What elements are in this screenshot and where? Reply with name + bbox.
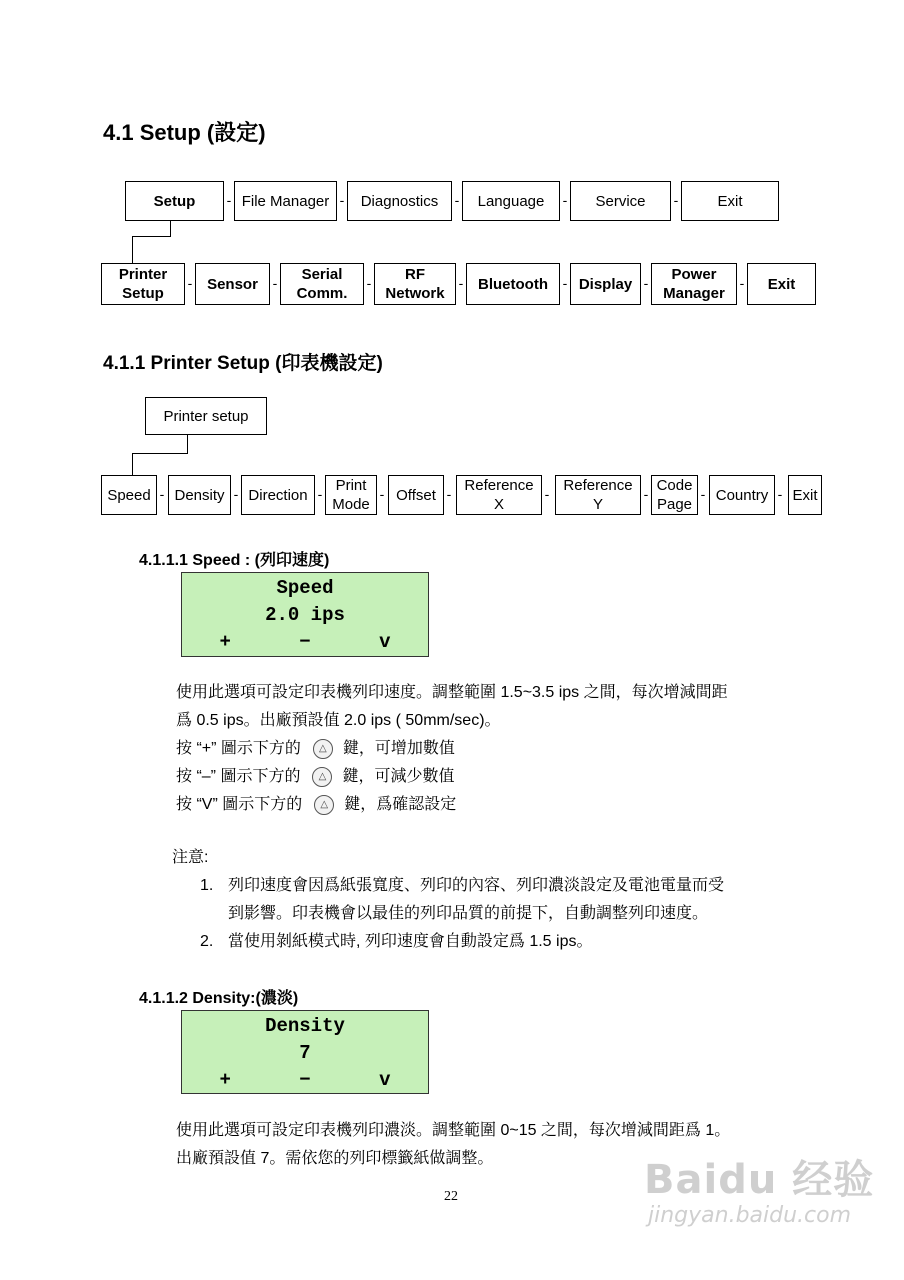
printer-setup-diagram (0, 0, 904, 530)
menu-box-rf-network: RF Network (374, 263, 456, 305)
page-number: 22 (444, 1189, 458, 1204)
separator: - (187, 275, 193, 291)
menu-box-printer-setup: Printer Setup (101, 263, 185, 305)
instruction-text: 按 “–” 圖示下方的 (176, 768, 301, 785)
menu-box-direction: Direction (241, 475, 315, 515)
menu-box-exit-sub: Exit (747, 263, 816, 305)
menu-box-display: Display (570, 263, 641, 305)
instruction-text: 鍵，爲確認設定 (344, 796, 457, 813)
separator: - (643, 486, 649, 502)
key-instruction (176, 791, 728, 819)
lcd-line: Density (265, 1015, 345, 1037)
instruction-text: 鍵，可增加數值 (342, 740, 455, 757)
menu-box-reference-x: Reference X (456, 475, 542, 515)
note-line: 當使用剝紙模式時, 列印速度會自動設定爲 1.5 ips。 (228, 933, 593, 950)
section-heading-printer-setup: 4.1.1 Printer Setup (印表機設定) (103, 353, 383, 374)
subsection-heading-speed: 4.1.1.1 Speed : (列印速度) (139, 552, 330, 569)
separator: - (233, 486, 239, 502)
lcd-display-density (181, 1010, 429, 1094)
menu-box-diagnostics: Diagnostics (347, 181, 452, 221)
separator: - (226, 192, 232, 208)
note-line: 列印速度會因爲紙張寬度、列印的內容、列印濃淡設定及電池電量而受 (228, 877, 725, 894)
separator: - (643, 275, 649, 291)
note-number: 1. (200, 877, 214, 894)
separator: - (159, 486, 165, 502)
menu-box-country: Country (709, 475, 775, 515)
key-button-icon (312, 767, 332, 787)
menu-box-reference-y: Reference Y (555, 475, 641, 515)
menu-box-file-manager: File Manager (234, 181, 337, 221)
paragraph-line: 使用此選項可設定印表機列印濃淡。調整範圍 0~15 之間，每次增減間距爲 1。 (176, 1122, 731, 1139)
note-title: 注意: (172, 849, 209, 866)
connector-line (132, 435, 188, 454)
note-text (228, 872, 724, 928)
section-heading-setup: 4.1 Setup (設定) (103, 120, 266, 145)
key-instruction (176, 735, 728, 763)
separator: - (544, 486, 550, 502)
watermark-logo: Baidu 经验 (644, 1157, 875, 1203)
note-number: 2. (200, 933, 214, 950)
note-line: 到影響。印表機會以最佳的列印品質的前提下，自動調整列印速度。 (228, 905, 709, 922)
note-text (228, 928, 592, 956)
menu-box-speed: Speed (101, 475, 157, 515)
separator: - (458, 275, 464, 291)
separator: - (739, 275, 745, 291)
menu-box-code-page: Code Page (651, 475, 698, 515)
separator: - (272, 275, 278, 291)
menu-box-setup: Setup (125, 181, 224, 221)
menu-box-bluetooth: Bluetooth (466, 263, 560, 305)
connector-line (132, 453, 133, 475)
watermark-url: jingyan.baidu.com (648, 1203, 852, 1228)
menu-box-print-mode: Print Mode (325, 475, 377, 515)
separator: - (446, 486, 452, 502)
speed-description (176, 679, 728, 819)
separator: - (317, 486, 323, 502)
separator: - (673, 192, 679, 208)
menu-box-serial-comm: Serial Comm. (280, 263, 364, 305)
key-button-icon (313, 739, 333, 759)
instruction-text: 按 “+” 圖示下方的 (176, 740, 301, 757)
lcd-line: Speed (276, 577, 334, 599)
separator: - (454, 192, 460, 208)
menu-box-exit: Exit (681, 181, 779, 221)
menu-box-language: Language (462, 181, 560, 221)
separator: - (700, 486, 706, 502)
lcd-line: 2.0 ips (265, 604, 345, 626)
separator: - (562, 275, 568, 291)
menu-box-printer-setup-parent: Printer setup (145, 397, 267, 435)
key-instruction (176, 763, 728, 791)
separator: - (366, 275, 372, 291)
menu-box-offset: Offset (388, 475, 444, 515)
menu-box-service: Service (570, 181, 671, 221)
paragraph-line: 爲 0.5 ips。出廠預設值 2.0 ips ( 50mm/sec)。 (176, 712, 501, 729)
lcd-display-speed (181, 572, 429, 657)
separator: - (562, 192, 568, 208)
separator: - (379, 486, 385, 502)
lcd-line: + − v (219, 1069, 391, 1091)
lcd-line: 7 (299, 1042, 311, 1064)
menu-box-exit-printer: Exit (788, 475, 822, 515)
instruction-text: 按 “V” 圖示下方的 (176, 796, 303, 813)
menu-box-power-manager: Power Manager (651, 263, 737, 305)
key-button-icon (314, 795, 334, 815)
paragraph-line: 出廠預設值 7。需依您的列印標籤紙做調整。 (176, 1150, 494, 1167)
subsection-heading-density: 4.1.1.2 Density:(濃淡) (139, 990, 299, 1007)
separator: - (777, 486, 783, 502)
lcd-line: + − v (219, 631, 391, 653)
paragraph-line: 使用此選項可設定印表機列印速度。調整範圍 1.5~3.5 ips 之間，每次增減間距 (176, 684, 728, 701)
menu-box-density: Density (168, 475, 231, 515)
menu-box-sensor: Sensor (195, 263, 270, 305)
instruction-text: 鍵，可減少數值 (342, 768, 455, 785)
separator: - (339, 192, 345, 208)
